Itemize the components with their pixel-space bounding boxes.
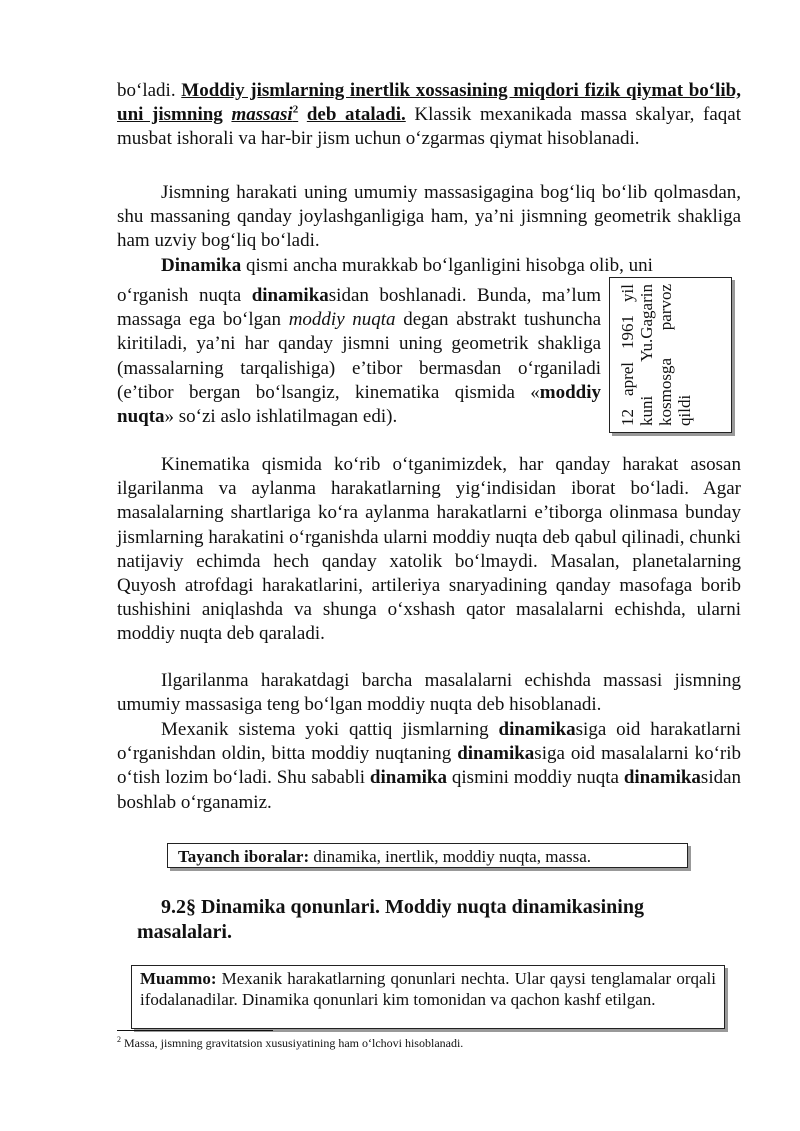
footnote-mark: 2 [117,1035,121,1044]
gagarin-side-note [609,277,732,433]
keywords-box [167,843,688,868]
paragraph-kinematics-recall: Kinematika qismida ko‘rib o‘tganimizdek, har qanday harakat asosan ilgarilanma va aylanma harakatlarning yig‘indisidan iborat bo‘ladi. Agar masalalarning shartlariga ko‘ra aylanma harakatlarni e’tiborga olinmasa bunday jismlarning harakatini o‘rganishda ularni moddiy nuqta deb qabul qilinadi, chunki natijaviy echimda hech qanday xatolik bo‘lmaydi. Masalan, planetalarning Quyosh atrofdagi harakatlarini, artileriya snaryadining qanday masofaga borib tushishini aniqlashda va shunga o‘xshash qator masalalarni echishda, ularni moddiy nuqta deb qaraladi. [117,454,741,645]
paragraph-translational-motion: Ilgarilanma harakatdagi barcha masalalarni echishda massasi jismning umumiy massasiga teng bo‘lgan moddiy nuqta deb hisoblanadi. [117,670,741,716]
section-heading-line2: masalalari. [137,921,232,943]
paragraph-lead: bo‘ladi. [117,80,176,101]
paragraph-material-point: o‘rganish nuqta dinamikasidan boshlanadi. Bunda, ma’lum massaga ega bo‘lgan moddiy nuqta degan abstrakt tushuncha kiritiladi, ya’ni har qanday jismni uning geometrik shakliga (massalarning tarqalishiga) e’tibor bermasdan o‘rganiladi (e’tibor bergan bo‘lsangiz, kinematika qismida «moddiy nuqta» so‘zi aslo ishlatilmagan edi). [117,285,602,428]
paragraph-mass-definition [117,79,741,152]
keywords-text: dinamika, inertlik, moddiy nuqta, massa. [313,847,592,866]
definition-part1: Moddiy jismlarning inertlik xossasining miqdori fizik qiymat bo‘lib, uni jismning [117,80,741,126]
side-note-text: 12 aprel 1961 yil kuni Yu.Gagarin kosmosga parvoz qildi [618,284,694,426]
problem-text: Mexanik harakatlarning qonunlari nechta. Ular qaysi tenglamalar orqali ifodalanadilar. Dinamika qonunlari kim tomonidan va qachon kashf etilgan. [140,969,716,1009]
paragraph-rest: Klassik mexanikada massa skalyar, faqat musbat ishorali va har-bir jism uchun o‘zgarmas qiymat hisoblanadi. [117,104,741,150]
problem-label: Muammo: [140,969,217,988]
section-heading-line1: 9.2§ Dinamika qonunlari. Moddiy nuqta dinamikasining [161,896,644,918]
keywords-label: Tayanch iboralar: [178,847,310,866]
dynamics-term: Dinamika [161,255,242,276]
definition-term: massasi$^2$ [231,103,299,126]
footnote-text: Massa, jismning gravitatsion xususiyatining ham o‘lchovi hisoblanadi. [124,1036,464,1050]
problem-box [131,965,725,1029]
paragraph-mass-distribution: Jismning harakati uning umumiy massasigagina bog‘liq bo‘lib qolmasdan, shu massaning qanday joylashganligiga ham, ya’ni jismning geometrik shakliga ham uzviy bog‘liq bo‘ladi. [117,182,741,252]
footnote-ref-2: 2 [292,103,299,116]
footnote-separator [117,1030,273,1031]
material-point-term: moddiy nuqta [288,309,396,331]
definition-part2: deb ataladi. [306,104,406,126]
paragraph-study-order: Mexanik sistema yoki qattiq jismlarning dinamikasiga oid harakatlarni o‘rganishdan oldin, bitta moddiy nuqtaning dinamikasiga oid masalalarni ko‘rib o‘tish lozim bo‘ladi. Shu sababli dinamika qismini moddiy nuqta dinamikasidan boshlab o‘rganamiz. [117,719,742,813]
paragraph-dynamics-intro: Dinamika qismi ancha murakkab bo‘lganligini hisobga olib, uni [161,255,653,276]
footnote [117,1035,741,1051]
section-heading [117,895,741,945]
